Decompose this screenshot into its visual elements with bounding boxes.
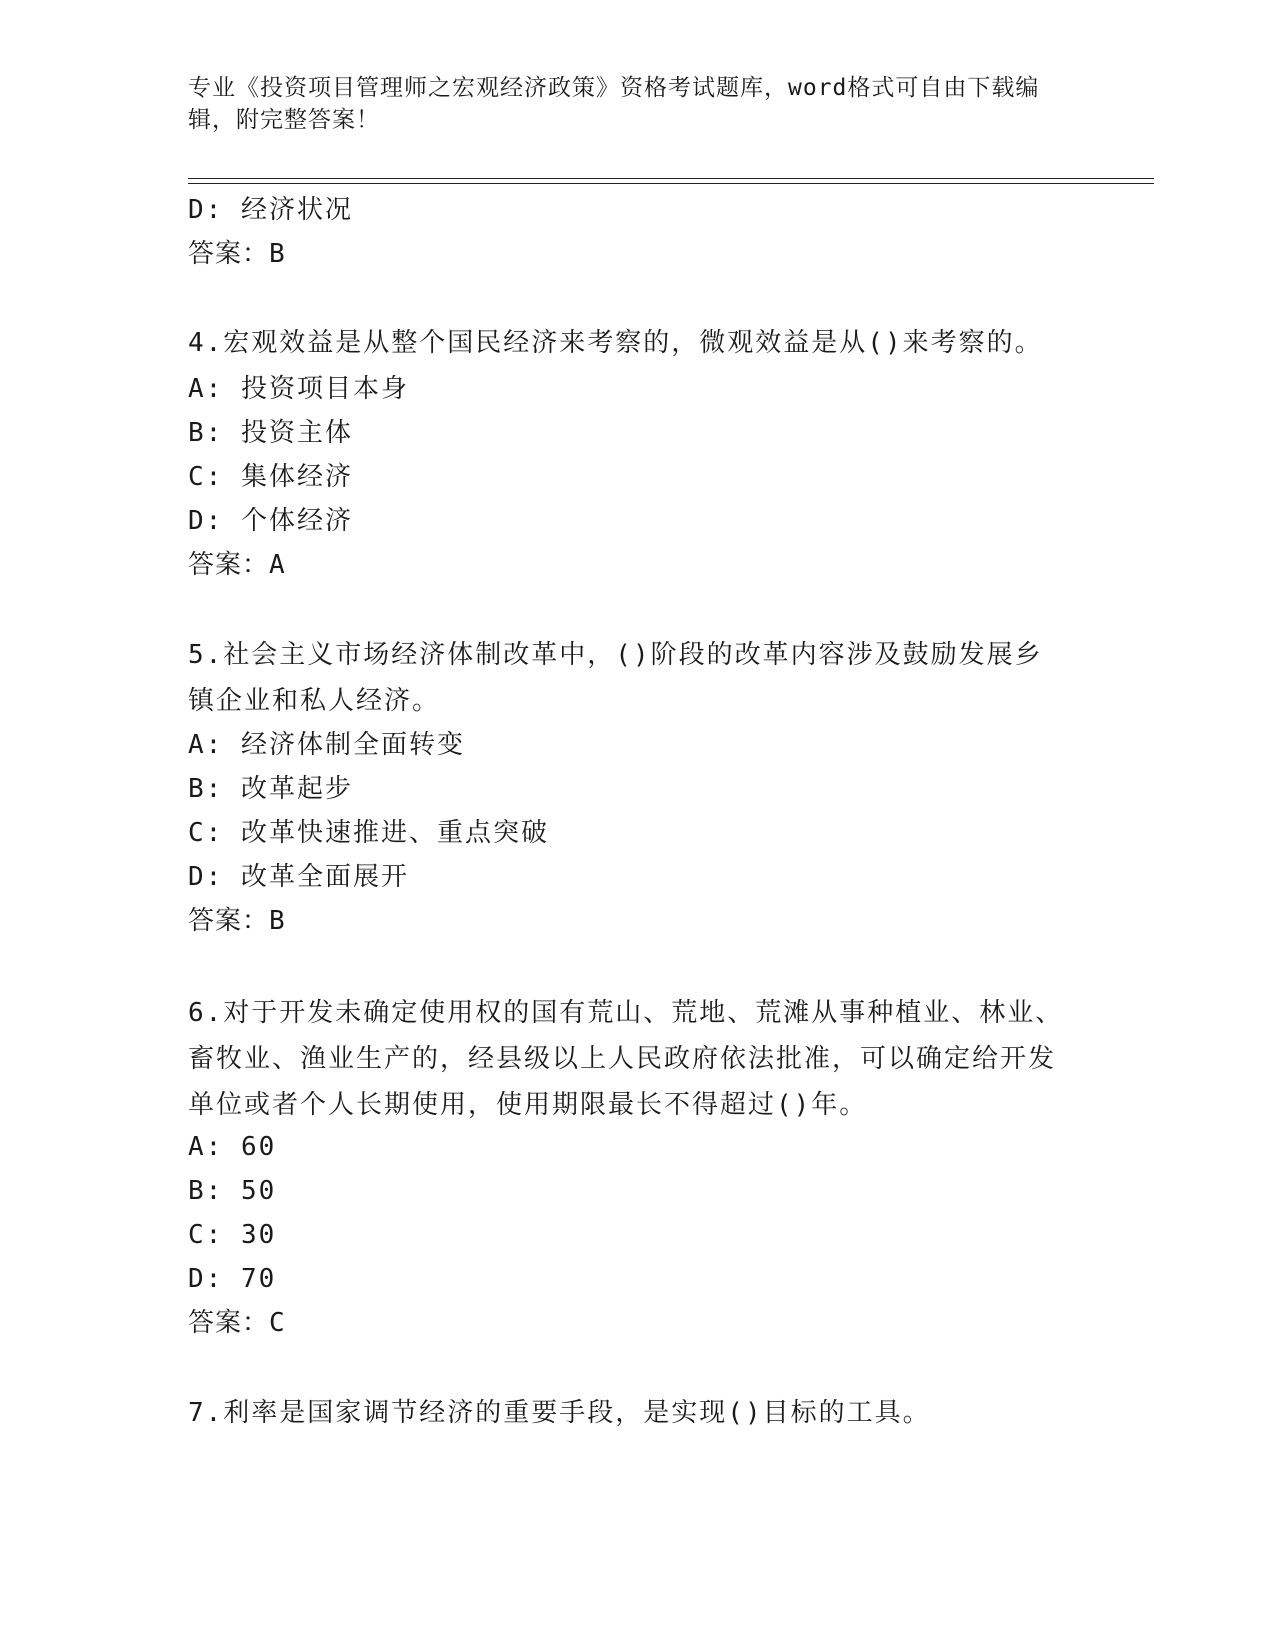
question-4-option-a: A: 投资项目本身: [188, 374, 409, 404]
header-divider-top: [188, 178, 1154, 179]
question-5-text: 5.社会主义市场经济体制改革中，()阶段的改革内容涉及鼓励发展乡镇企业和私人经济。: [188, 640, 1043, 716]
question-4-option-b: B: 投资主体: [188, 418, 353, 448]
question-5-option-b: B: 改革起步: [188, 774, 353, 804]
question-6-answer: 答案：C: [188, 1308, 286, 1338]
question-5-option-c: C: 改革快速推进、重点突破: [188, 818, 549, 848]
prev-answer: 答案：B: [188, 239, 286, 269]
document-header: 专业《投资项目管理师之宏观经济政策》资格考试题库，word格式可自由下载编辑，附完整答案！: [188, 75, 1040, 133]
question-5-option-a: A: 经济体制全面转变: [188, 730, 465, 760]
prev-option-d: D: 经济状况: [188, 195, 353, 225]
question-4-option-d: D: 个体经济: [188, 506, 353, 536]
question-6-text: 6.对于开发未确定使用权的国有荒山、荒地、荒滩从事种植业、林业、畜牧业、渔业生产的，经县级以上人民政府依法批准，可以确定给开发单位或者个人长期使用，使用期限最长不得超过()年。: [188, 998, 1064, 1120]
question-4-option-c: C: 集体经济: [188, 462, 353, 492]
question-6-option-b: B: 50: [188, 1176, 277, 1206]
question-6-option-d: D: 70: [188, 1264, 277, 1294]
question-7-text: 7.利率是国家调节经济的重要手段，是实现()目标的工具。: [188, 1398, 931, 1428]
question-6-option-c: C: 30: [188, 1220, 277, 1250]
question-4-text: 4.宏观效益是从整个国民经济来考察的，微观效益是从()来考察的。: [188, 328, 1043, 358]
question-5-answer: 答案：B: [188, 906, 286, 936]
question-4-answer: 答案：A: [188, 550, 286, 580]
question-6-option-a: A: 60: [188, 1132, 277, 1162]
question-5-option-d: D: 改革全面展开: [188, 862, 409, 892]
header-divider-bottom: [188, 183, 1154, 184]
